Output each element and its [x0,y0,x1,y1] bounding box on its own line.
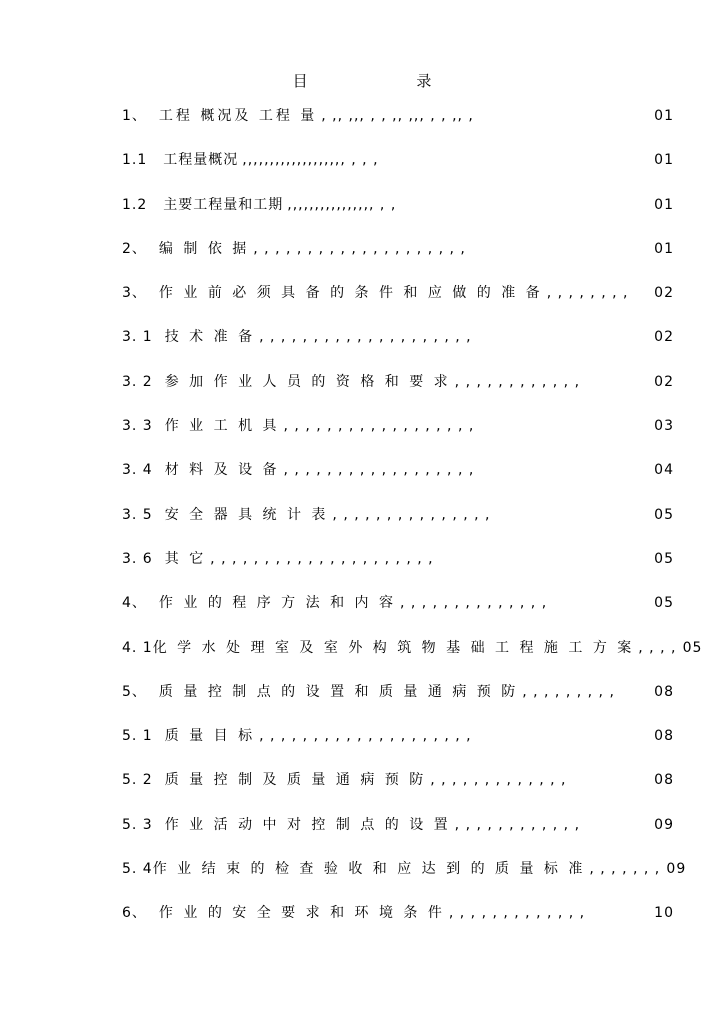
toc-entry-label: 参 加 作 业 人 员 的 资 格 和 要 求 [164,373,451,390]
toc-entry-page-number: 05 [654,595,674,612]
toc-entry[interactable] [122,370,674,414]
toc-entry-label: 安 全 器 具 统 计 表 [164,506,329,523]
toc-entry-label: 材 料 及 设 备 [164,462,280,479]
toc-entry[interactable] [122,547,674,591]
toc-entry-leader: , , , , [638,639,677,656]
toc-entry-leader: , , , , , , , , , , , , [454,373,581,390]
toc-entry-leader: , , , , , , , , , , , , , [448,905,586,922]
toc-entry-leader: , ,, ,,, , , ,, ,,, , , ,, , [321,108,474,124]
toc-entry-label: 作 业 结 束 的 检 查 验 收 和 应 达 到 的 质 量 标 准 [152,861,586,878]
toc-entry-page-number: 08 [654,772,674,789]
toc-entry-page-number: 09 [666,861,687,878]
toc-entry-number: 3. 2 [122,373,153,390]
toc-entry-leader: ,,,,,,,,,,,,,,,, , , [287,196,397,213]
toc-entry-number: 4. 1 [122,639,153,656]
toc-entry-page-number: 08 [654,728,674,745]
toc-entry[interactable] [122,680,674,724]
toc-entry-label: 作 业 活 动 中 对 控 制 点 的 设 置 [164,816,451,833]
toc-entry[interactable] [122,148,674,192]
toc-entry[interactable] [122,237,674,281]
toc-entry-leader: , , , , , , , , , , , , , , , , , , , , , [210,550,434,567]
toc-entry-page-number: 08 [654,683,674,700]
toc-entry-number: 3. 3 [122,418,153,435]
toc-entry-label: 技 术 准 备 [164,329,256,346]
toc-entry-leader: , , , , , , , , , , , , , [430,772,567,789]
toc-entry-page-number: 10 [654,905,674,922]
toc-entry[interactable] [122,768,674,812]
toc-entry-number: 5. 4 [122,861,153,878]
toc-entry-number: 1、 [122,108,147,124]
toc-entry-leader: , , , , , , , , , , , , , , , , , , , , [253,240,466,257]
toc-entry-number: 2、 [122,240,147,257]
toc-entry-page-number: 02 [654,373,674,390]
toc-entry-leader: , , , , , , , , , , , , , , , , , , , , [259,728,472,745]
toc-entry[interactable] [122,104,674,148]
toc-entry-number: 1.1 [122,152,148,169]
toc-entry-page-number: 05 [654,550,674,567]
toc-entry-label: 作 业 前 必 须 具 备 的 条 件 和 应 做 的 准 备 [158,285,543,302]
toc-entry-number: 3. 4 [122,462,153,479]
toc-entry-number: 3. 5 [122,506,153,523]
toc-entry-page-number: 02 [654,329,674,346]
toc-entry[interactable] [122,636,703,680]
toc-entry-label: 工程量概况 [163,152,239,169]
toc-entry-number: 5. 1 [122,728,153,745]
toc-entry-page-number: 01 [654,108,674,124]
toc-entry-number: 3. 6 [122,550,153,567]
toc-entry-number: 5. 2 [122,772,153,789]
toc-entry-label: 其 它 [164,550,207,567]
toc-entry-label: 工程 概况及 工程 量 [158,108,318,124]
toc-entry-number: 5、 [122,683,147,700]
toc-entry-page-number: 09 [654,816,674,833]
toc-entry[interactable] [122,414,674,458]
toc-entry[interactable] [122,325,674,369]
toc-entry-page-number: 01 [654,240,674,257]
toc-entry-page-number: 04 [654,462,674,479]
toc-entry-label: 主要工程量和工期 [163,196,284,213]
toc-entry-page-number: 05 [654,506,674,523]
toc-entry-label: 作 业 的 程 序 方 法 和 内 容 [158,595,396,612]
toc-entry-label: 作 业 工 机 具 [164,418,280,435]
toc-entry-leader: , , , , , , , , , , , , , , , , , , [283,418,475,435]
toc-entry-page-number: 01 [654,196,674,213]
toc-entry-label: 作 业 的 安 全 要 求 和 环 境 条 件 [158,905,445,922]
toc-entry-page-number: 03 [654,418,674,435]
toc-entry-page-number: 05 [682,639,703,656]
toc-entry-number: 3. 1 [122,329,153,346]
toc-entry-number: 4、 [122,595,147,612]
toc-entry-leader: , , , , , , , , , , , , , , , , , , , , [259,329,472,346]
toc-entry[interactable] [122,857,687,901]
toc-entry-leader: , , , , , , , [589,861,661,878]
toc-entry[interactable] [122,193,674,237]
toc-entry-label: 质 量 控 制 及 质 量 通 病 预 防 [164,772,427,789]
toc-entry[interactable] [122,591,674,635]
toc-entry-leader: , , , , , , , , , , , , , , , , , , [283,462,475,479]
toc-entry-leader: , , , , , , , , , , , , , , [399,595,548,612]
toc-entry-label: 质 量 目 标 [164,728,256,745]
toc-entry-leader: , , , , , , , , , , , , [454,816,581,833]
toc-entry-label: 化 学 水 处 理 室 及 室 外 构 筑 物 基 础 工 程 施 工 方 案 [152,639,635,656]
toc-entry-page-number: 02 [654,285,674,302]
toc-entry-leader: ,,,,,,,,,,,,,,,,,,, , , , [242,152,379,169]
toc-entry[interactable] [122,281,674,325]
toc-entry[interactable] [122,503,674,547]
toc-entry-page-number: 01 [654,152,674,169]
toc-entry-number: 6、 [122,905,147,922]
toc-entry[interactable] [122,813,674,857]
toc-entry[interactable] [122,901,674,945]
toc-entry-number: 5. 3 [122,816,153,833]
toc-entry[interactable] [122,458,674,502]
toc-entry-leader: , , , , , , , , , , , , , , , [332,506,491,523]
toc-entry-leader: , , , , , , , , [546,285,629,302]
toc-entry-number: 3、 [122,285,147,302]
toc-title: 目 录 [292,72,484,90]
toc-entry-number: 1.2 [122,196,148,213]
toc-entry[interactable] [122,724,674,768]
toc-entry-label: 质 量 控 制 点 的 设 置 和 质 量 通 病 预 防 [158,683,519,700]
toc-entry-leader: , , , , , , , , , [522,683,615,700]
toc-list [122,104,703,946]
toc-entry-label: 编 制 依 据 [158,240,250,257]
